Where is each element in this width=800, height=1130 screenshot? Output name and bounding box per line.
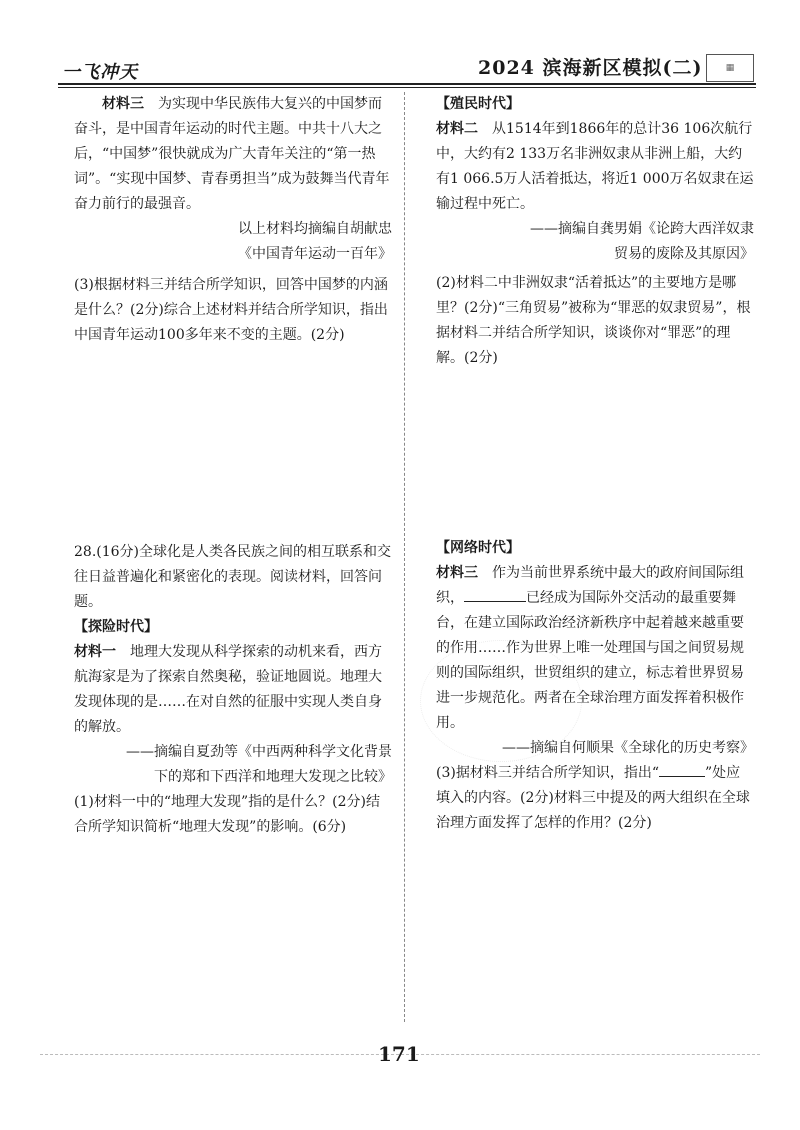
- fill-blank-ref: [659, 762, 705, 777]
- question-3-left: (3)根据材料三并结合所学知识，回答中国梦的内涵是什么？(2分)综合上述材料并结合所学知识，指出中国青年运动100多年来不变的主题。(2分): [74, 277, 388, 343]
- header-rule-thin: [58, 87, 756, 88]
- corner-logo-icon: ▦: [706, 54, 754, 82]
- page-number: 171: [378, 1042, 420, 1066]
- question-3-post: ”处应填入的内容。(2分)材料三中提及的两大组织在全球治理方面发挥了怎样的作用？(2分): [436, 765, 750, 831]
- material3-text-post: 已经成为国际外交活动的最重要舞台，在建立国际政治经济新秩序中起着越来越重要的作用……作为世界上唯一处理国与国之间贸易规则的国际组织，世贸组织的建立，标志着世界贸易进一步规范化。两者在全球治理方面发挥着积极作用。: [436, 590, 744, 731]
- material3-text: 为实现中华民族伟大复兴的中国梦而奋斗，是中国青年运动的时代主题。中共十八大之后，“中国梦”很快就成为广大青年关注的“第一热词”。“实现中国梦、青春勇担当”成为鼓舞当代青年奋力前行的最强音。: [74, 96, 390, 212]
- question-3-pre: (3)据材料三并结合所学知识，指出“: [436, 765, 659, 781]
- material3-label: 材料三: [102, 96, 144, 112]
- exam-title: 2024 滨海新区模拟(二): [478, 57, 703, 79]
- material3-text-pre: 作为当前世界系统中最大的政府间国际组织，: [436, 565, 744, 606]
- section-exploration: 【探险时代】: [74, 619, 158, 635]
- source-line-1: ——摘编自夏劲等《中西两种科学文化背景: [126, 744, 392, 760]
- material1-label: 材料一: [74, 644, 116, 660]
- header-rule: [58, 83, 756, 85]
- material2-label: 材料二: [436, 121, 478, 137]
- source-line: ——摘编自何顺果《全球化的历史考察》: [502, 740, 754, 756]
- fill-blank: [464, 587, 526, 602]
- material3-label: 材料三: [436, 565, 478, 581]
- source-line-1: ——摘编自龚男娟《论跨大西洋奴隶: [530, 221, 754, 237]
- source-line-2: 下的郑和下西洋和地理大发现之比较》: [154, 769, 392, 785]
- source-line-1: 以上材料均摘编自胡献忠: [238, 221, 392, 237]
- left-top-block: [74, 92, 392, 348]
- material2-text: 从1514年到1866年的总计36 106次航行中，大约有2 133万名非洲奴隶从非洲上船，大约有1 066.5万人活着抵达，将近1 000万名奴隶在运输过程中死亡。: [436, 121, 754, 212]
- question-1: (1)材料一中的“地理大发现”指的是什么？(2分)结合所学知识简析“地理大发现”的影响。(6分): [74, 794, 380, 835]
- left-bottom-block: [74, 540, 392, 840]
- source-line-2: 《中国青年运动一百年》: [238, 246, 392, 262]
- section-network: 【网络时代】: [436, 540, 520, 556]
- question-28: 28.(16分)全球化是人类各民族之间的相互联系和交往日益普遍化和紧密化的表现。阅读材料，回答问题。: [74, 544, 392, 610]
- column-divider: [404, 92, 405, 1022]
- section-colonial: 【殖民时代】: [436, 96, 520, 112]
- material1-text: 地理大发现从科学探索的动机来看，西方航海家是为了探索自然奥秘，验证地圆说。地理大发现体现的是……在对自然的征服中实现人类自身的解放。: [74, 644, 382, 735]
- question-2: (2)材料二中非洲奴隶“活着抵达”的主要地方是哪里？(2分)“三角贸易”被称为“罪恶的奴隶贸易”，根据材料二并结合所学知识，谈谈你对“罪恶”的理解。(2分): [436, 275, 751, 366]
- brand-title: 一飞冲天: [62, 62, 138, 83]
- watermark-stamp: [420, 640, 582, 762]
- source-line-2: 贸易的废除及其原因》: [614, 246, 754, 262]
- right-top-block: [436, 92, 754, 371]
